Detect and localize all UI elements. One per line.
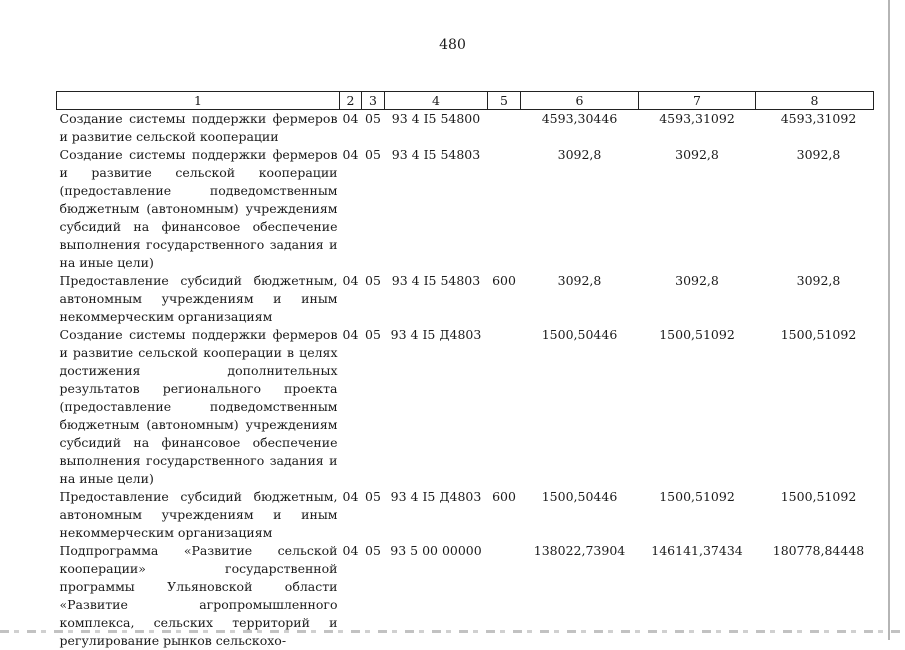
table-row [57, 488, 874, 542]
row-subsection: 05 [365, 147, 381, 162]
column-header: 5 [488, 92, 521, 110]
row-value-8: 3092,8 [796, 147, 841, 162]
row-subsection: 05 [365, 273, 381, 288]
row-expense-type [488, 326, 521, 488]
row-target-code: 93 4 I5 54800 [391, 111, 481, 126]
row-name: Подпрограмма «Развитие сельской кооперации» государственной программы Ульяновской области «Развитие агропромышленного комплекса, сельских территорий и регулирование рынков сельскохо- [59, 543, 338, 648]
row-expense-type [488, 110, 521, 147]
page-edge-line [888, 0, 890, 640]
row-target-code: 93 4 I5 Д4803 [390, 327, 482, 342]
row-name: Создание системы поддержки фермеров и развитие сельской кооперации в целях достижения дополнительных результатов регионального проекта (предоставление подведомственным бюджетным (автономным) учреждениям субсидий на финансовое обеспечение выполнения государственного задания и на иные цели) [59, 327, 338, 486]
table-header-row [57, 92, 874, 110]
row-name: Предоставление субсидий бюджетным, автономным учреждениям и иным некоммерческим организациям [59, 489, 338, 540]
row-section: 04 [342, 147, 359, 162]
row-expense-type: 600 [492, 489, 516, 504]
row-section: 04 [342, 327, 359, 342]
budget-table [56, 91, 874, 650]
row-section: 04 [342, 489, 359, 504]
row-subsection: 05 [365, 543, 381, 558]
row-subsection: 05 [365, 327, 381, 342]
row-target-code: 93 4 I5 54803 [391, 273, 481, 288]
row-value-6: 3092,8 [557, 147, 602, 162]
table-row [57, 272, 874, 326]
row-section: 04 [342, 273, 359, 288]
page-number: 480 [439, 37, 466, 53]
column-header: 4 [385, 92, 488, 110]
row-value-7: 3092,8 [675, 147, 719, 162]
table-row [57, 326, 874, 488]
table-row [57, 542, 874, 650]
row-expense-type [488, 146, 521, 272]
column-header: 3 [362, 92, 385, 110]
column-header: 2 [340, 92, 362, 110]
table-row [57, 146, 874, 272]
row-subsection: 05 [365, 111, 381, 126]
column-header: 8 [756, 92, 874, 110]
row-subsection: 05 [365, 489, 381, 504]
row-value-8: 180778,84448 [772, 543, 865, 558]
row-value-7: 1500,51092 [659, 489, 735, 504]
row-value-7: 1500,51092 [659, 327, 735, 342]
row-value-6: 1500,50446 [541, 327, 618, 342]
row-section: 04 [342, 543, 359, 558]
row-value-7: 146141,37434 [651, 543, 743, 558]
row-target-code: 93 5 00 00000 [390, 543, 482, 558]
row-expense-type [488, 542, 521, 650]
row-name: Предоставление субсидий бюджетным, автономным учреждениям и иным некоммерческим организациям [59, 273, 338, 324]
row-value-6: 138022,73904 [533, 543, 626, 558]
row-value-7: 3092,8 [675, 273, 719, 288]
row-value-7: 4593,31092 [659, 111, 735, 126]
row-expense-type: 600 [492, 273, 516, 288]
column-header: 7 [639, 92, 756, 110]
row-value-6: 4593,30446 [541, 111, 618, 126]
row-value-8: 1500,51092 [780, 327, 857, 342]
row-section: 04 [342, 111, 359, 126]
row-name: Создание системы поддержки фермеров и развитие сельской кооперации [59, 111, 338, 144]
row-value-8: 3092,8 [796, 273, 841, 288]
row-target-code: 93 4 I5 54803 [391, 147, 481, 162]
row-value-8: 1500,51092 [780, 489, 857, 504]
row-name: Создание системы поддержки фермеров и развитие сельской кооперации (предоставление подведомственным бюджетным (автономным) учреждениям субсидий на финансовое обеспечение выполнения государственного задания и на иные цели) [59, 147, 338, 270]
row-value-6: 1500,50446 [541, 489, 618, 504]
row-value-6: 3092,8 [557, 273, 602, 288]
row-value-8: 4593,31092 [780, 111, 857, 126]
column-header: 6 [521, 92, 639, 110]
column-header: 1 [57, 92, 340, 110]
table-row [57, 110, 874, 147]
row-target-code: 93 4 I5 Д4803 [390, 489, 482, 504]
